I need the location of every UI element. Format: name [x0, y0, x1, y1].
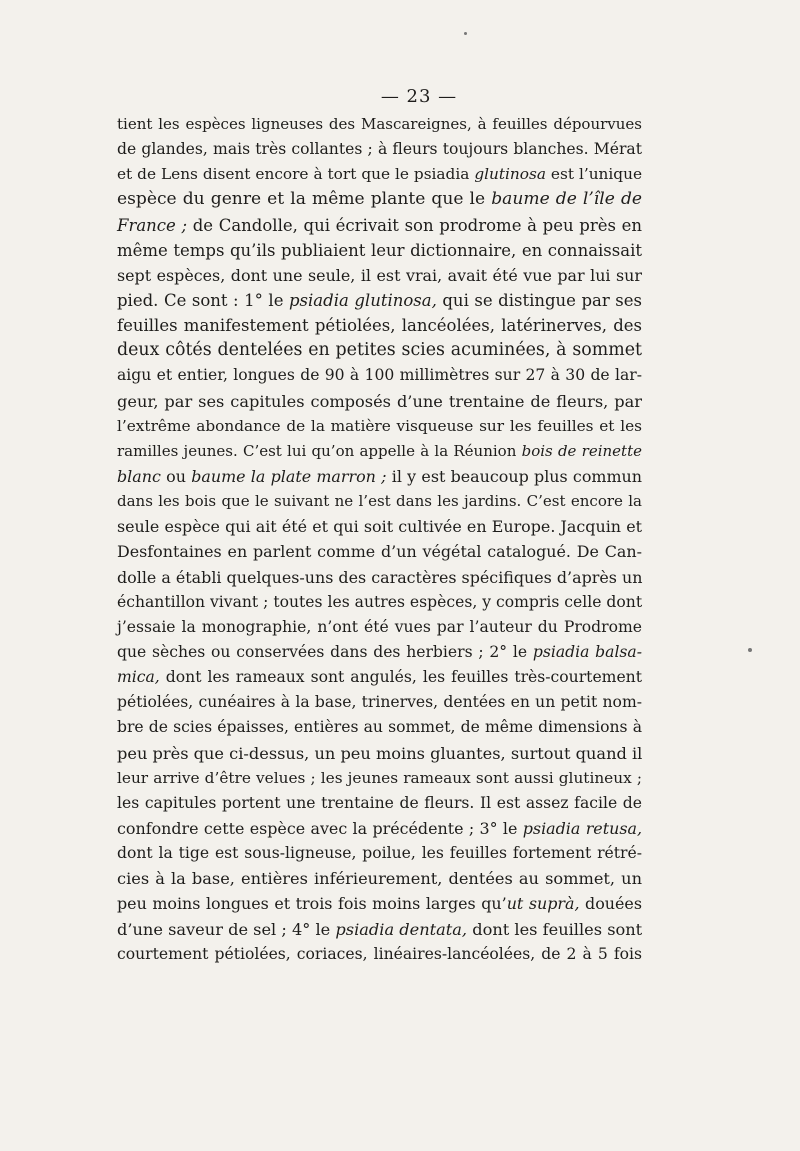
text-run: l’extrême abondance de la matière visqueuse sur les feuilles et les [117, 416, 642, 435]
text-run: espèce du genre et la même plante que le [117, 189, 492, 210]
text-run: feuilles manifestement pétiolées, lancéolées, latérinerves, des [117, 316, 642, 336]
text-line [117, 615, 642, 640]
text-line [117, 213, 642, 238]
text-line [117, 942, 642, 967]
text-run: dont la tige est sous-ligneuse, poilue, les feuilles fortement rétré- [117, 844, 642, 863]
text-run: échantillon vivant ; toutes les autres espèces, y compris celle dont [117, 592, 643, 611]
text-line [117, 238, 642, 263]
text-run: les capitules portent une trentaine de fleurs. Il est assez facile de [117, 793, 642, 812]
italic-text: psiadia dentata, [335, 919, 468, 939]
italic-text: glutinosa [474, 165, 546, 184]
text-line [117, 640, 642, 665]
text-line [117, 917, 642, 942]
text-run: dont les rameaux sont angulés, les feuilles très-courtement [159, 668, 642, 687]
text-line [117, 363, 642, 388]
text-line [117, 162, 642, 187]
text-run: qui se distingue par ses [436, 290, 642, 310]
text-line [117, 338, 642, 363]
text-run: sept espèces, dont une seule, il est vrai, avait été vue par lui sur [117, 265, 642, 285]
text-line [117, 112, 642, 137]
italic-text: mica, [117, 668, 160, 687]
text-run: leur arrive d’être velues ; les jeunes rameaux sont aussi glutineux ; [117, 768, 642, 787]
text-run: aigu et entier, longues de 90 à 100 millimètres sur 27 à 30 de lar- [117, 366, 642, 385]
text-line [117, 866, 642, 891]
text-line [117, 715, 642, 740]
text-line [117, 137, 642, 162]
text-line [117, 288, 642, 313]
paper-speck [748, 648, 752, 652]
italic-text: bois de reinette [521, 441, 642, 460]
text-run: est l’unique [545, 165, 642, 184]
text-line [117, 590, 642, 615]
text-line [117, 841, 642, 866]
text-run: que sèches ou conservées dans des herbiers ; 2° le [117, 642, 533, 661]
text-run: de Candolle, qui écrivait son prodrome à peu près en [187, 215, 643, 235]
italic-text: psiadia retusa, [522, 818, 642, 838]
text-line [117, 791, 642, 816]
italic-text: psiadia glutinosa, [289, 290, 437, 310]
text-run: geur, par ses capitules composés d’une trentaine de fleurs, par [117, 391, 642, 411]
text-line [117, 489, 642, 514]
text-run: même temps qu’ils publiaient leur dictionnaire, en connaissait [117, 240, 642, 260]
text-line [117, 414, 642, 439]
text-line [117, 464, 642, 489]
italic-text: ut suprà, [506, 894, 580, 914]
text-run: peu moins longues et trois fois moins larges qu’ [117, 894, 507, 914]
text-run: pied. Ce sont : 1° le [117, 290, 289, 310]
text-run: j’essaie la monographie, n’ont été vues par l’auteur du Prodrome [117, 617, 642, 636]
text-line [117, 514, 642, 539]
text-line [117, 187, 642, 212]
text-run: ou [160, 466, 192, 486]
text-run: de glandes, mais très collantes ; à fleurs toujours blanches. Mérat [117, 140, 642, 159]
text-line [117, 891, 642, 916]
text-run: tient les espèces ligneuses des Mascareignes, à feuilles dépourvues [117, 115, 642, 133]
text-line [117, 439, 642, 464]
text-line [117, 263, 642, 288]
italic-text: baume la plate marron ; [191, 466, 387, 486]
text-run: pétiolées, cunéaires à la base, trinerves, dentées en un petit nom- [117, 693, 642, 712]
page-number: — 23 — [380, 86, 458, 107]
text-line [117, 766, 642, 791]
text-run: ramilles jeunes. C’est lui qu’on appelle à la Réunion [117, 441, 522, 460]
text-run: dans les bois que le suivant ne l’est dans les jardins. C’est encore la [117, 492, 642, 511]
text-line [117, 389, 642, 414]
text-run: cies à la base, entières inférieurement, dentées au sommet, un [117, 869, 642, 889]
text-line [117, 313, 642, 338]
text-run: d’une saveur de sel ; 4° le [117, 919, 336, 939]
text-line [117, 741, 642, 766]
body-text [117, 112, 642, 967]
text-run: il y est beaucoup plus commun [386, 466, 642, 486]
text-run: confondre cette espèce avec la précédente ; 3° le [117, 818, 523, 838]
text-run: seule espèce qui ait été et qui soit cultivée en Europe. Jacquin et [117, 517, 642, 537]
text-line [117, 690, 642, 715]
text-run: courtement pétiolées, coriaces, linéaires-lancéolées, de 2 à 5 fois [117, 944, 642, 963]
text-run: peu près que ci-dessus, un peu moins gluantes, surtout quand il [117, 743, 643, 763]
text-line [117, 665, 642, 690]
text-line [117, 816, 642, 841]
italic-text: baume de l’île de [491, 189, 642, 210]
text-run: dont les feuilles sont [467, 919, 643, 939]
text-line [117, 539, 642, 564]
paper-speck [464, 32, 467, 35]
italic-text: France ; [117, 215, 188, 235]
text-run: douées [579, 894, 642, 914]
italic-text: psiadia balsa- [532, 642, 642, 661]
text-run: et de Lens disent encore à tort que le psiadia [117, 165, 475, 184]
italic-text: blanc [117, 466, 161, 486]
text-run: bre de scies épaisses, entières au sommet, de même dimensions à [117, 718, 642, 737]
text-line [117, 565, 642, 590]
text-run: dolle a établi quelques-uns des caractères spécifiques d’après un [117, 567, 643, 587]
text-run: Desfontaines en parlent comme d’un végétal catalogué. De Can- [117, 542, 642, 562]
text-run: deux côtés dentelées en petites scies acuminées, à sommet [117, 340, 642, 361]
